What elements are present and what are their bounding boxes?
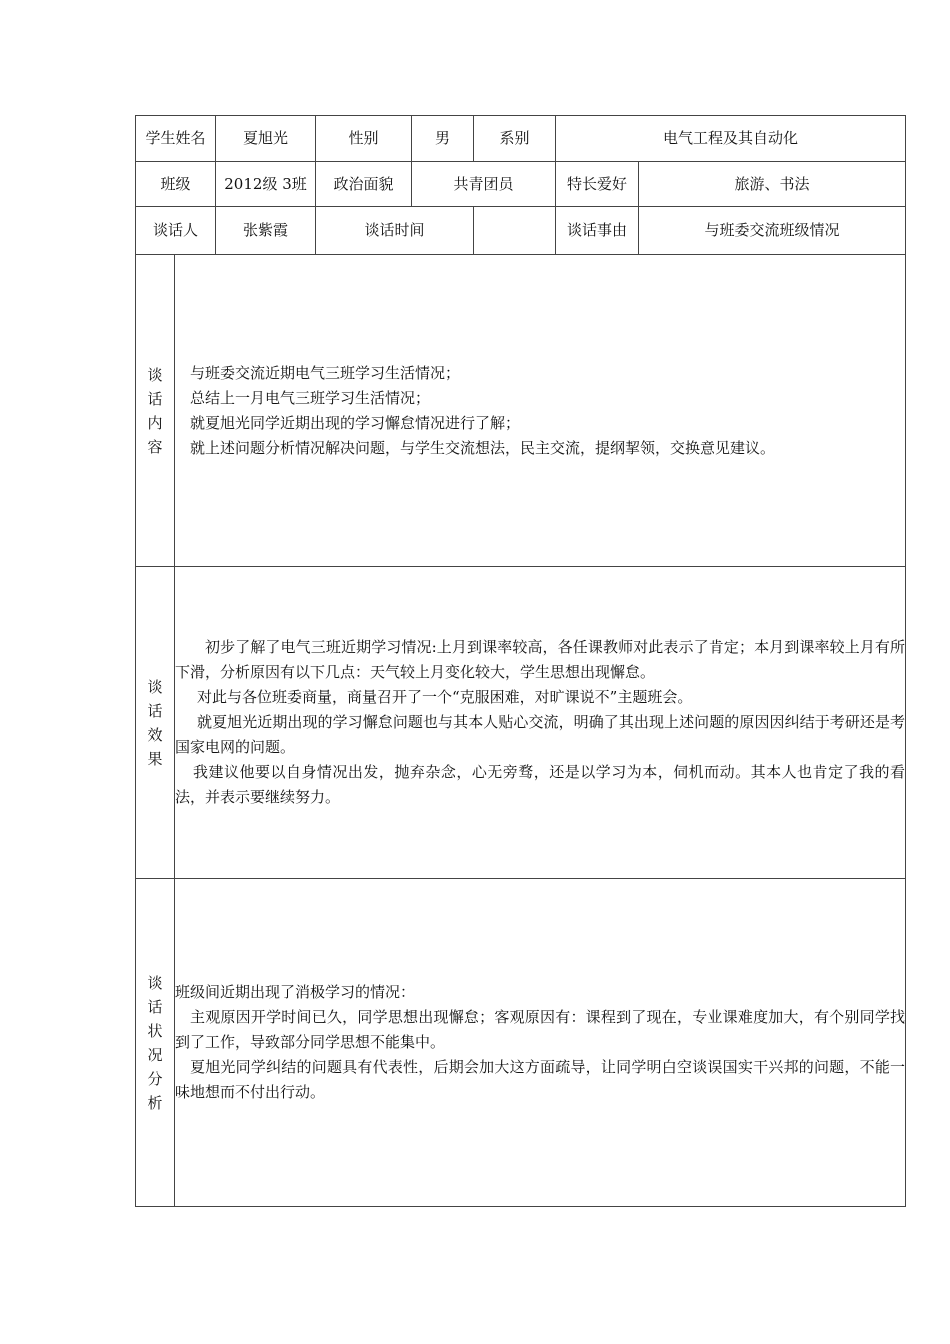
dept-value: 电气工程及其自动化 xyxy=(556,116,906,162)
effect-paragraph: 对此与各位班委商量，商量召开了一个“克服困难，对旷课说不”主题班会。 xyxy=(197,688,693,706)
label-char: 况 xyxy=(147,1045,163,1064)
talker-value: 张紫霞 xyxy=(216,207,316,255)
student-talk-record-table xyxy=(135,115,906,1207)
label-char: 分 xyxy=(147,1069,163,1088)
talker-label: 谈话人 xyxy=(136,207,216,255)
label-char: 状 xyxy=(147,1021,163,1040)
section-content-body xyxy=(175,255,906,567)
dept-label: 系别 xyxy=(474,116,556,162)
reason-value: 与班委交流班级情况 xyxy=(639,207,906,255)
effect-paragraph: 我建议他要以自身情况出发，抛弃杂念，心无旁骛，还是以学习为本，伺机而动。其本人也肯定了我的看法，并表示要继续努力。 xyxy=(175,763,906,806)
section-analysis-label xyxy=(136,879,175,1207)
label-char: 容 xyxy=(147,437,163,456)
label-char: 效 xyxy=(147,725,163,744)
label-char: 话 xyxy=(147,997,163,1016)
label-char: 内 xyxy=(147,413,163,432)
content-paragraph: 就上述问题分析情况解决问题，与学生交流想法，民主交流，提纲挈领，交换意见建议。 xyxy=(190,438,776,457)
political-label: 政治面貌 xyxy=(316,162,412,207)
header-row-2 xyxy=(136,162,906,207)
gender-value: 男 xyxy=(412,116,474,162)
effect-paragraph: 初步了解了电气三班近期学习情况:上月到课率较高，各任课教师对此表示了肯定；本月到课率较上月有所下滑，分析原因有以下几点：天气较上月变化较大，学生思想出现懈怠。 xyxy=(175,638,906,681)
hobby-value: 旅游、书法 xyxy=(639,162,906,207)
effect-paragraph: 就夏旭光近期出现的学习懈怠问题也与其本人贴心交流，明确了其出现上述问题的原因因纠结于考研还是考国家电网的问题。 xyxy=(175,713,906,756)
section-effect-body xyxy=(175,567,906,879)
label-char: 果 xyxy=(147,749,163,768)
section-effect-label xyxy=(136,567,175,879)
section-content-row xyxy=(136,255,906,567)
time-label: 谈话时间 xyxy=(316,207,474,255)
content-paragraph: 与班委交流近期电气三班学习生活情况； xyxy=(190,363,461,382)
header-row-1 xyxy=(136,116,906,162)
hobby-label: 特长爱好 xyxy=(556,162,639,207)
content-paragraph: 总结上一月电气三班学习生活情况； xyxy=(190,388,431,407)
label-char: 析 xyxy=(147,1093,163,1112)
header-row-3 xyxy=(136,207,906,255)
political-value: 共青团员 xyxy=(412,162,556,207)
analysis-paragraph: 班级间近期出现了消极学习的情况： xyxy=(175,983,416,1001)
label-char: 谈 xyxy=(147,973,163,992)
label-char: 谈 xyxy=(147,677,163,696)
class-label: 班级 xyxy=(136,162,216,207)
content-paragraph: 就夏旭光同学近期出现的学习懈怠情况进行了解； xyxy=(190,413,521,432)
section-effect-row xyxy=(136,567,906,879)
section-analysis-row xyxy=(136,879,906,1207)
label-char: 话 xyxy=(147,389,163,408)
class-value: 2012级 3班 xyxy=(216,162,316,207)
reason-label: 谈话事由 xyxy=(556,207,639,255)
section-analysis-body xyxy=(175,879,906,1207)
label-char: 话 xyxy=(147,701,163,720)
gender-label: 性别 xyxy=(316,116,412,162)
name-label: 学生姓名 xyxy=(136,116,216,162)
name-value: 夏旭光 xyxy=(216,116,316,162)
label-char: 谈 xyxy=(147,365,163,384)
section-content-label xyxy=(136,255,175,567)
analysis-paragraph: 主观原因开学时间已久，同学思想出现懈怠；客观原因有：课程到了现在，专业课难度加大，有个别同学找到了工作，导致部分同学思想不能集中。 xyxy=(175,1008,906,1051)
time-value xyxy=(474,207,556,255)
analysis-paragraph: 夏旭光同学纠结的问题具有代表性，后期会加大这方面疏导，让同学明白空谈误国实干兴邦的问题，不能一味地想而不付出行动。 xyxy=(175,1058,906,1101)
